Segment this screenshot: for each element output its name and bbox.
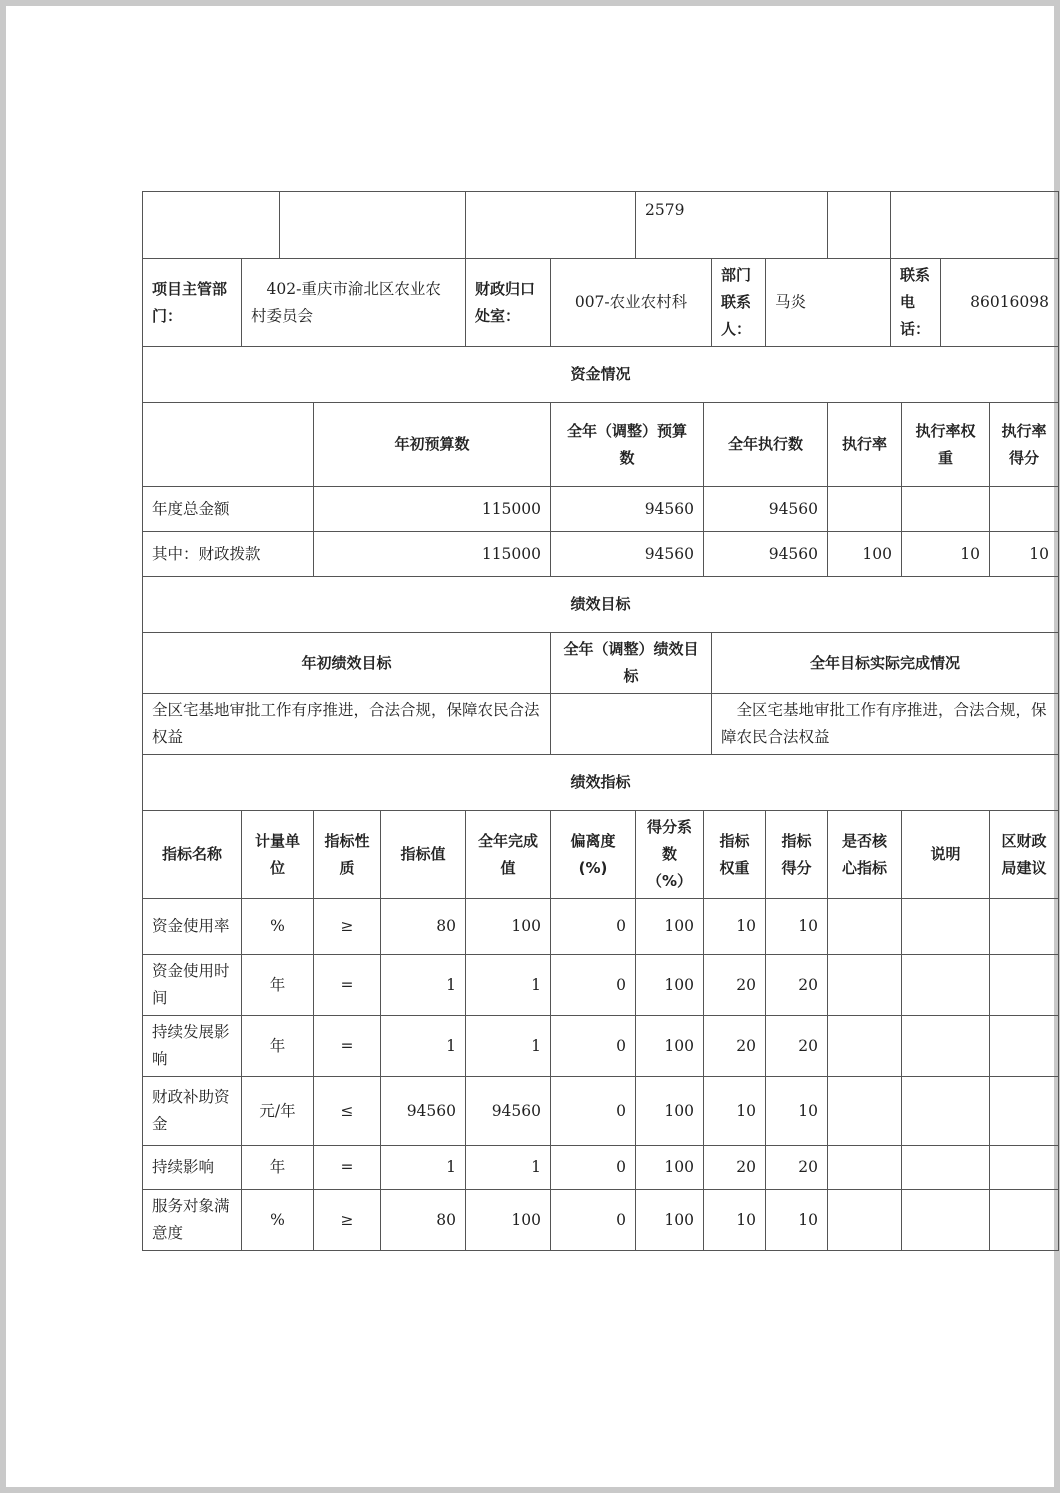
contact-label: 部门联系人：	[712, 259, 766, 347]
indicator-weight: 20	[704, 1146, 766, 1190]
blank-cell	[143, 192, 280, 259]
funds-weight	[902, 487, 990, 532]
funds-weight: 10	[902, 532, 990, 577]
funds-rate: 100	[828, 532, 902, 577]
department-info-row	[143, 259, 1059, 347]
funds-adjusted: 94560	[551, 532, 704, 577]
blank-cell	[891, 192, 1059, 259]
indicator-name: 财政补助资金	[143, 1077, 242, 1146]
indicators-header-row	[143, 811, 1059, 899]
goals-header-adjusted: 全年（调整）绩效目标	[551, 633, 712, 694]
funds-initial: 115000	[314, 532, 551, 577]
performance-report-table	[142, 191, 1059, 1251]
funds-header-rate: 执行率	[828, 403, 902, 487]
indicator-score: 20	[766, 1016, 828, 1077]
indicator-row	[143, 1016, 1059, 1077]
ind-header-value: 指标值	[381, 811, 466, 899]
indicator-row	[143, 955, 1059, 1016]
indicator-deviation: 0	[551, 1016, 636, 1077]
top-code: 2579	[636, 192, 828, 259]
funds-executed: 94560	[704, 532, 828, 577]
funds-header-initial: 年初预算数	[314, 403, 551, 487]
ind-header-actual: 全年完成值	[466, 811, 551, 899]
indicator-coef: 100	[636, 1190, 704, 1251]
funds-adjusted: 94560	[551, 487, 704, 532]
indicator-score: 10	[766, 1190, 828, 1251]
blank-cell	[280, 192, 466, 259]
indicator-core	[828, 1146, 902, 1190]
indicator-coef: 100	[636, 1016, 704, 1077]
indicator-coef: 100	[636, 899, 704, 955]
indicator-advice	[990, 1146, 1059, 1190]
goals-header-row	[143, 633, 1059, 694]
indicator-actual: 1	[466, 955, 551, 1016]
indicator-name: 服务对象满意度	[143, 1190, 242, 1251]
indicator-row	[143, 1190, 1059, 1251]
funds-score: 10	[990, 532, 1059, 577]
ind-header-core: 是否核心指标	[828, 811, 902, 899]
indicator-advice	[990, 1190, 1059, 1251]
document-page	[6, 6, 1054, 1487]
funds-header-executed: 全年执行数	[704, 403, 828, 487]
indicator-unit: 元/年	[242, 1077, 314, 1146]
indicator-advice	[990, 1016, 1059, 1077]
indicator-actual: 100	[466, 899, 551, 955]
indicator-deviation: 0	[551, 899, 636, 955]
indicator-deviation: 0	[551, 1190, 636, 1251]
indicator-core	[828, 955, 902, 1016]
goals-header-actual: 全年目标实际完成情况	[712, 633, 1059, 694]
ind-header-deviation: 偏离度(%)	[551, 811, 636, 899]
indicator-note	[902, 899, 990, 955]
indicator-weight: 10	[704, 1077, 766, 1146]
indicator-advice	[990, 1077, 1059, 1146]
indicator-coef: 100	[636, 955, 704, 1016]
indicator-unit: %	[242, 899, 314, 955]
indicator-value: 1	[381, 1016, 466, 1077]
indicator-name: 资金使用时间	[143, 955, 242, 1016]
indicator-nature: ≤	[314, 1077, 381, 1146]
ind-header-unit: 计量单位	[242, 811, 314, 899]
goals-section-title: 绩效目标	[143, 577, 1059, 633]
funds-header-adjusted: 全年（调整）预算数	[551, 403, 704, 487]
indicator-nature: ≥	[314, 1190, 381, 1251]
phone-label: 联系电话：	[891, 259, 941, 347]
indicator-note	[902, 1190, 990, 1251]
indicator-note	[902, 1016, 990, 1077]
funds-row	[143, 487, 1059, 532]
indicator-weight: 10	[704, 1190, 766, 1251]
contact-value: 马炎	[766, 259, 891, 347]
indicator-note	[902, 955, 990, 1016]
indicator-nature: ≥	[314, 899, 381, 955]
funds-section-title: 资金情况	[143, 347, 1059, 403]
indicator-coef: 100	[636, 1077, 704, 1146]
indicator-score: 10	[766, 1077, 828, 1146]
indicator-row	[143, 1077, 1059, 1146]
funds-rate	[828, 487, 902, 532]
indicator-row	[143, 899, 1059, 955]
funds-initial: 115000	[314, 487, 551, 532]
indicator-advice	[990, 955, 1059, 1016]
ind-header-nature: 指标性质	[314, 811, 381, 899]
indicator-core	[828, 1016, 902, 1077]
blank-cell	[143, 403, 314, 487]
indicator-value: 1	[381, 1146, 466, 1190]
indicators-section-row	[143, 755, 1059, 811]
ind-header-coef: 得分系数（%）	[636, 811, 704, 899]
goals-row	[143, 694, 1059, 755]
indicator-value: 94560	[381, 1077, 466, 1146]
indicator-score: 10	[766, 899, 828, 955]
indicator-unit: %	[242, 1190, 314, 1251]
indicator-actual: 1	[466, 1146, 551, 1190]
funds-executed: 94560	[704, 487, 828, 532]
indicator-name: 持续影响	[143, 1146, 242, 1190]
indicator-score: 20	[766, 1146, 828, 1190]
ind-header-note: 说明	[902, 811, 990, 899]
indicator-core	[828, 1077, 902, 1146]
blank-cell	[828, 192, 891, 259]
indicator-unit: 年	[242, 1146, 314, 1190]
indicator-coef: 100	[636, 1146, 704, 1190]
funds-header-score: 执行率得分	[990, 403, 1059, 487]
indicator-weight: 10	[704, 899, 766, 955]
indicator-name: 持续发展影响	[143, 1016, 242, 1077]
indicator-value: 1	[381, 955, 466, 1016]
goal-actual: 全区宅基地审批工作有序推进，合法合规，保障农民合法权益	[712, 694, 1059, 755]
goals-header-initial: 年初绩效目标	[143, 633, 551, 694]
indicator-row	[143, 1146, 1059, 1190]
funds-score	[990, 487, 1059, 532]
indicator-weight: 20	[704, 1016, 766, 1077]
ind-header-score: 指标得分	[766, 811, 828, 899]
ind-header-advice: 区财政局建议	[990, 811, 1059, 899]
indicator-deviation: 0	[551, 955, 636, 1016]
funds-header-weight: 执行率权重	[902, 403, 990, 487]
goals-section-row	[143, 577, 1059, 633]
finance-label: 财政归口处室：	[466, 259, 551, 347]
funds-row-label: 年度总金额	[143, 487, 314, 532]
indicator-note	[902, 1077, 990, 1146]
indicator-weight: 20	[704, 955, 766, 1016]
funds-section-row	[143, 347, 1059, 403]
indicator-nature: =	[314, 1016, 381, 1077]
indicator-value: 80	[381, 899, 466, 955]
indicator-unit: 年	[242, 955, 314, 1016]
indicators-body	[143, 899, 1059, 1251]
funds-row	[143, 532, 1059, 577]
blank-cell	[466, 192, 636, 259]
indicator-advice	[990, 899, 1059, 955]
dept-value: 402-重庆市渝北区农业农村委员会	[242, 259, 466, 347]
indicator-actual: 94560	[466, 1077, 551, 1146]
ind-header-name: 指标名称	[143, 811, 242, 899]
indicator-name: 资金使用率	[143, 899, 242, 955]
goal-initial: 全区宅基地审批工作有序推进，合法合规，保障农民合法权益	[143, 694, 551, 755]
finance-value: 007-农业农村科	[551, 259, 712, 347]
indicator-core	[828, 899, 902, 955]
indicator-score: 20	[766, 955, 828, 1016]
ind-header-weight: 指标权重	[704, 811, 766, 899]
indicator-deviation: 0	[551, 1077, 636, 1146]
indicator-unit: 年	[242, 1016, 314, 1077]
indicator-core	[828, 1190, 902, 1251]
indicator-deviation: 0	[551, 1146, 636, 1190]
dept-label: 项目主管部门：	[143, 259, 242, 347]
funds-header-row	[143, 403, 1059, 487]
indicator-actual: 100	[466, 1190, 551, 1251]
indicator-nature: =	[314, 1146, 381, 1190]
top-partial-row	[143, 192, 1059, 259]
indicators-section-title: 绩效指标	[143, 755, 1059, 811]
indicator-value: 80	[381, 1190, 466, 1251]
phone-value: 86016098	[941, 259, 1059, 347]
indicator-note	[902, 1146, 990, 1190]
funds-row-label: 其中：财政拨款	[143, 532, 314, 577]
indicator-nature: =	[314, 955, 381, 1016]
indicator-actual: 1	[466, 1016, 551, 1077]
goal-adjusted	[551, 694, 712, 755]
